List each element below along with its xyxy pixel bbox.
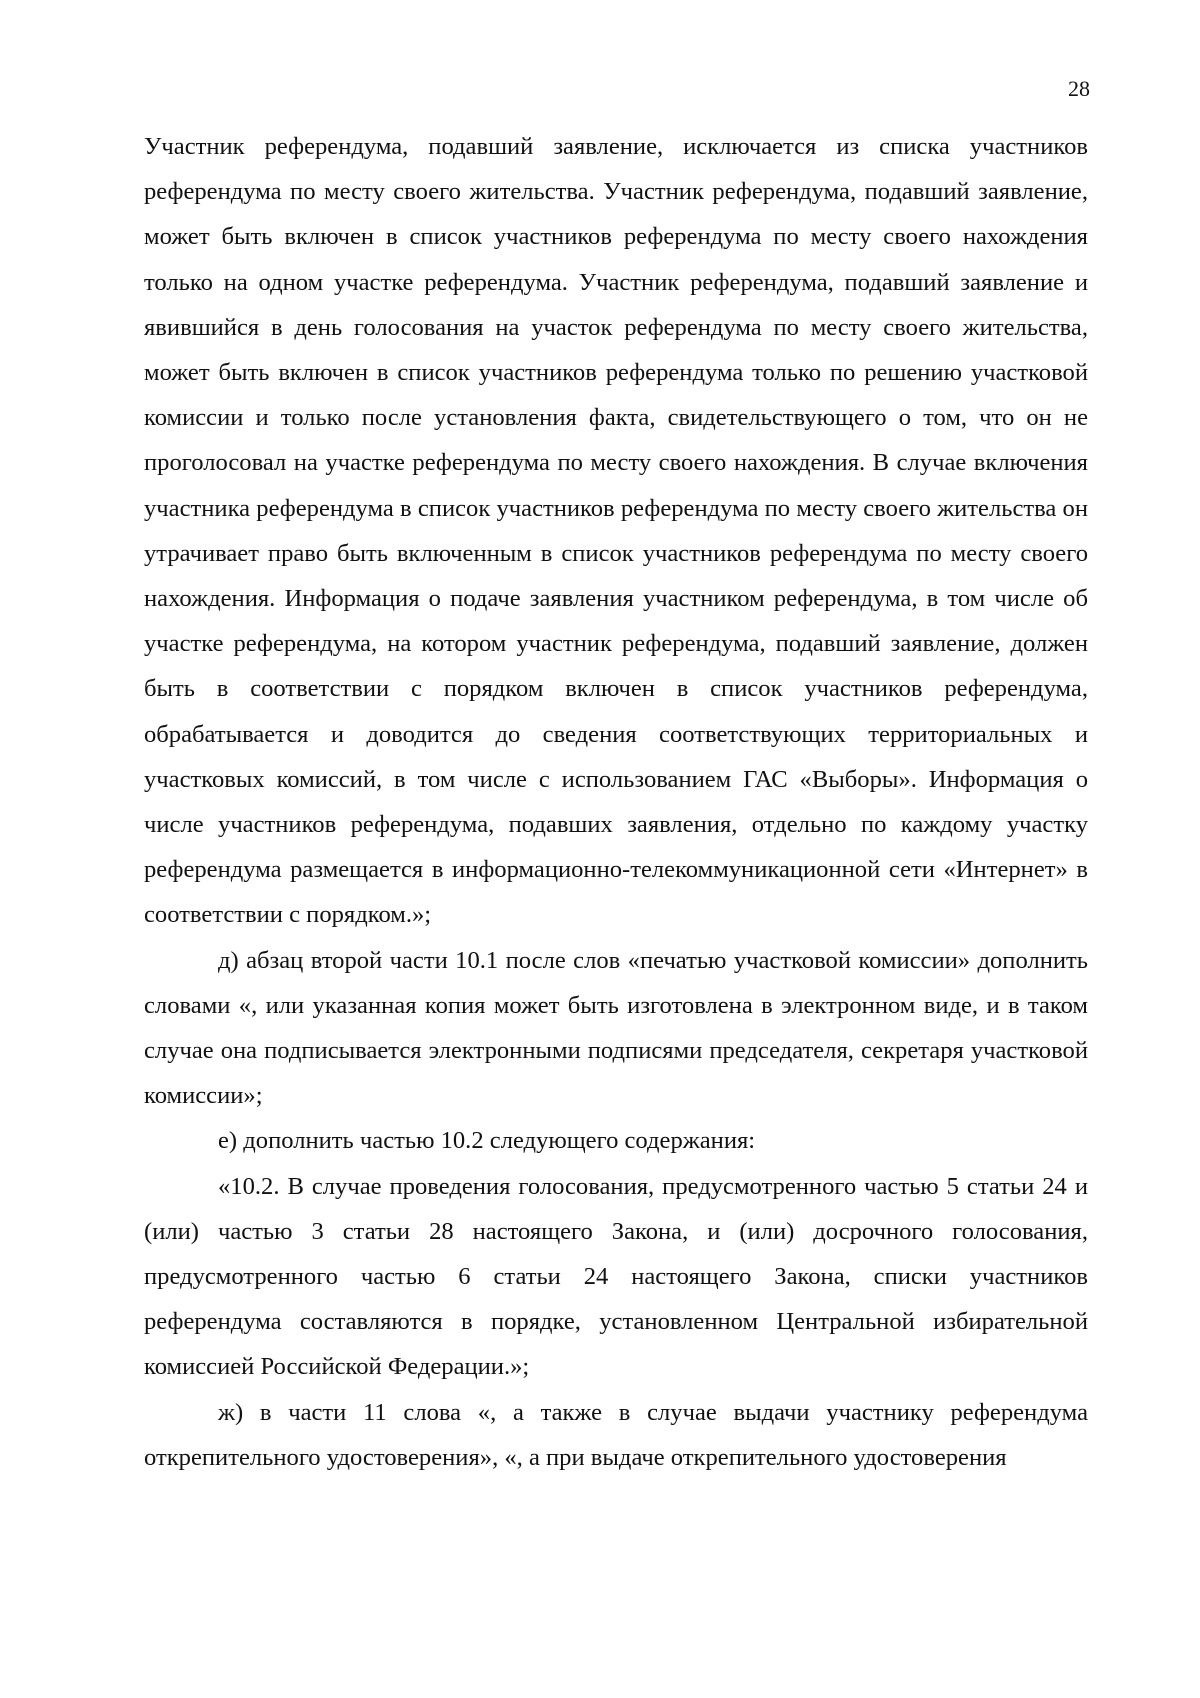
document-body (144, 124, 1088, 1480)
paragraph-item-zh: ж) в части 11 слова «, а также в случае выдачи участнику референдума открепительного удостоверения», «, а при выдаче открепительного удостоверения (144, 1398, 1088, 1471)
paragraph-item-e: е) дополнить частью 10.2 следующего содержания: (218, 1127, 756, 1155)
page-number: 28 (1068, 76, 1090, 101)
paragraph-continuation: Участник референдума, подавший заявление, исключается из списка участников референдума по месту своего жительства. Участник референдума, подавший заявление, может быть включен в список участников референдума по месту своего нахождения только на одном участке референдума. Участник референдума, подавший заявление и явившийся в день голосования на участок референдума по месту своего жительства, может быть включен в список участников референдума только по решению участковой комиссии и только после установления факта, свидетельствующего о том, что он не проголосовал на участке референдума по месту своего нахождения. В случае включения участника референдума в список участников референдума по месту своего жительства он утрачивает право быть включенным в список участников референдума по месту своего нахождения. Информация о подаче заявления участником референдума, в том числе об участке референдума, на котором участник референдума, подавший заявление, должен быть в соответствии с порядком включен в список участников референдума, обрабатывается и доводится до сведения соответствующих территориальных и участковых комиссий, в том числе с использованием ГАС «Выборы». Информация о числе участников референдума, подавших заявления, отдельно по каждому участку референдума размещается в информационно-телекоммуникационной сети «Интернет» в соответствии с порядком.»; (144, 133, 1088, 929)
paragraph-part-10-2: «10.2. В случае проведения голосования, предусмотренного частью 5 статьи 24 и (или) частью 3 статьи 28 настоящего Закона, и (или) досрочного голосования, предусмотренного частью 6 статьи 24 настоящего Закона, списки участников референдума составляются в порядке, установленном Центральной избирательной комиссией Российской Федерации.»; (144, 1172, 1088, 1381)
paragraph-item-d: д) абзац второй части 10.1 после слов «печатью участковой комиссии» дополнить словами «, или указанная копия может быть изготовлена в электронном виде, и в таком случае она подписывается электронными подписями председателя, секретаря участковой комиссии»; (144, 946, 1088, 1110)
